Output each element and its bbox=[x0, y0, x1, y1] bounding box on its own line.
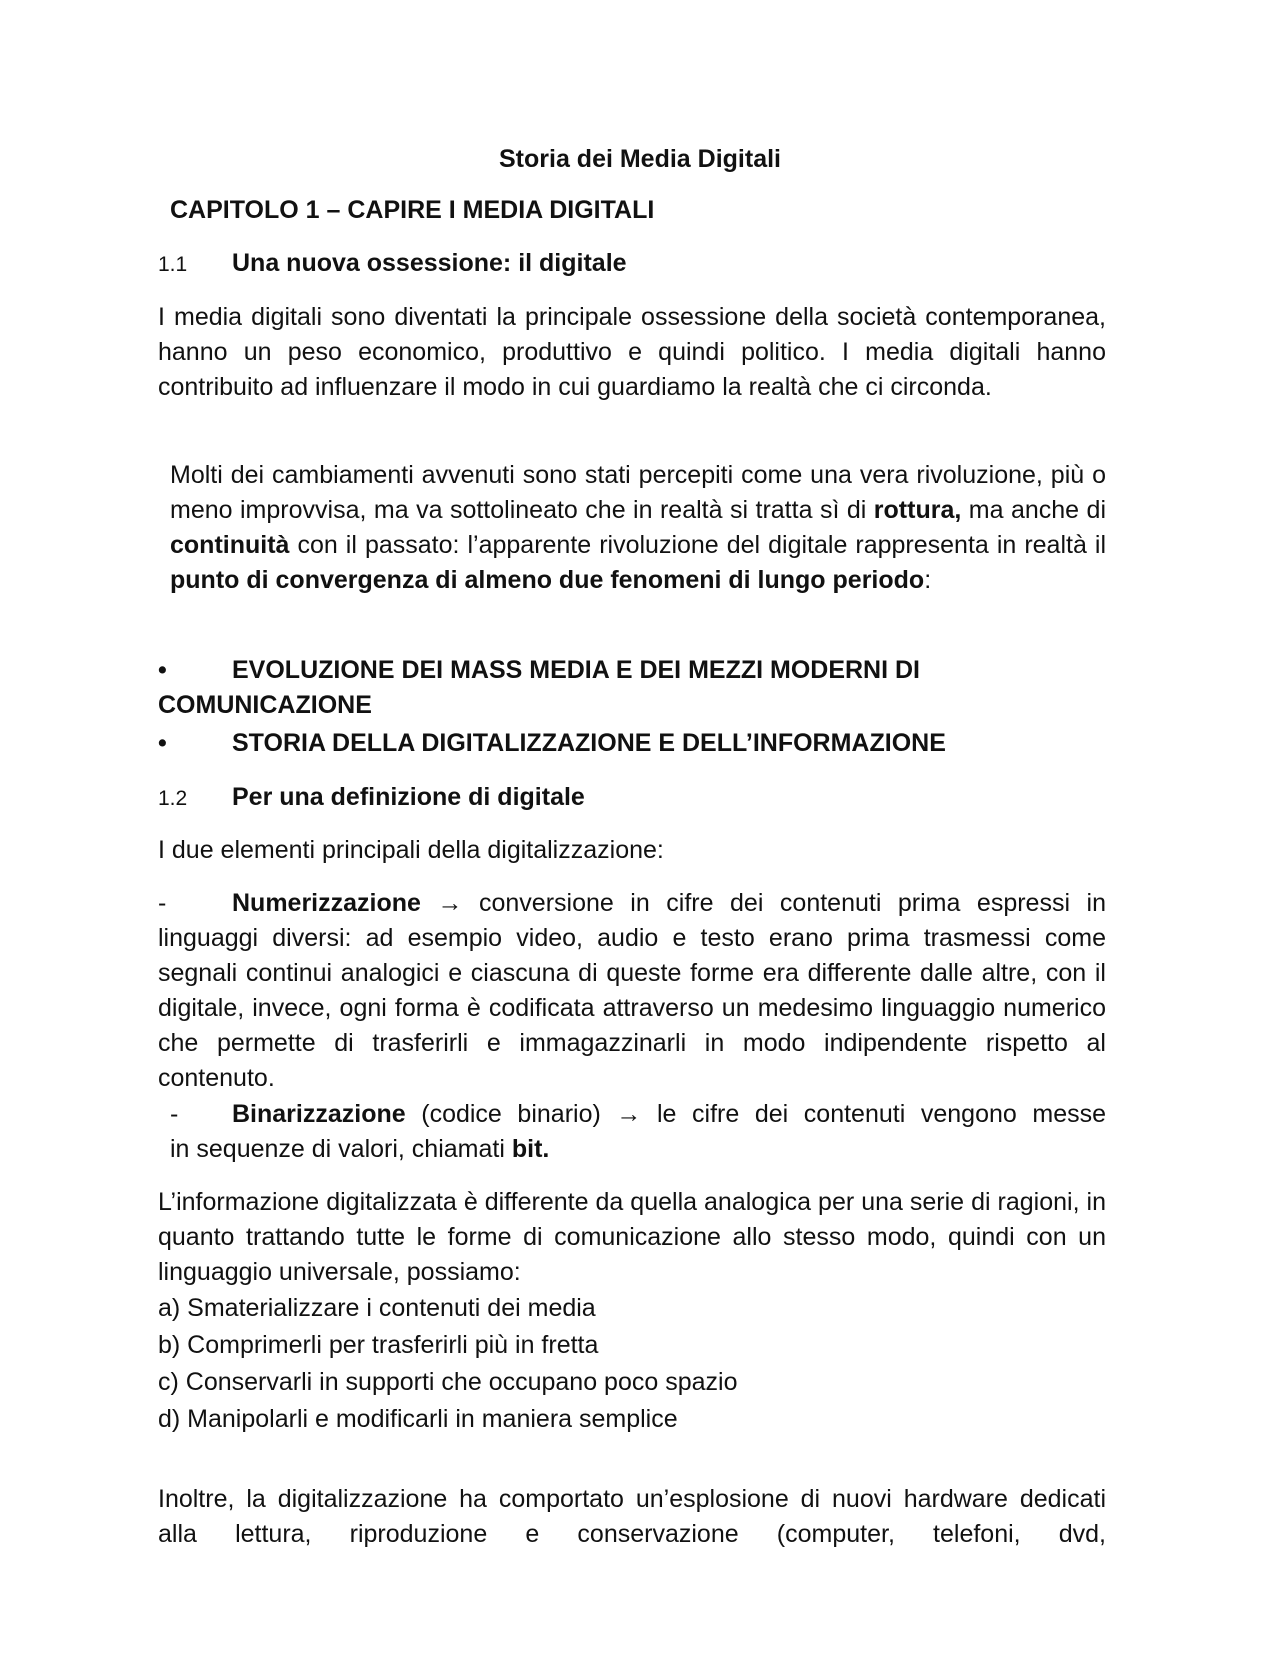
emphasis-continuita: continuità bbox=[170, 531, 290, 559]
definition-text: (codice binario) → le cifre dei contenuti vengono messe bbox=[405, 1100, 1106, 1128]
bullet-item bbox=[158, 653, 1106, 723]
section-1-1-heading bbox=[158, 246, 1106, 282]
paragraph-4: L’informazione digitalizzata è differente da quella analogica per una serie di ragioni, in quanto trattando tutte le forme di comunicazione allo stesso modo, quindi con un linguaggio universale, possiamo: bbox=[158, 1188, 1106, 1286]
bullet-item bbox=[158, 726, 1106, 761]
dash-marker: - bbox=[170, 1100, 179, 1128]
chapter-heading: CAPITOLO 1 – CAPIRE I MEDIA DIGITALI bbox=[170, 196, 655, 224]
paragraph-2-text: Molti dei cambiamenti avvenuti sono stati percepiti come una vera rivoluzione, più o meno improvvisa, ma va sottolineato che in realtà si tratta sì di bbox=[170, 461, 1106, 524]
section-title: Per una definizione di digitale bbox=[232, 783, 585, 811]
section-number: 1.2 bbox=[158, 787, 188, 810]
paragraph-2-text: ma anche di bbox=[961, 496, 1106, 524]
term-numerizzazione: Numerizzazione bbox=[232, 889, 421, 917]
paragraph-1: I media digitali sono diventati la principale ossessione della società contemporanea, hanno un peso economico, produttivo e quindi politico. I media digitali hanno contribuito ad influenzare il modo in cui guardiamo la realtà che ci circonda. bbox=[158, 303, 1106, 401]
advantages-list bbox=[158, 1290, 1106, 1438]
bullet-text: STORIA DELLA DIGITALIZZAZIONE E DELL’INFORMAZIONE bbox=[232, 729, 946, 757]
section-1-2-heading bbox=[158, 780, 1106, 816]
emphasis-rottura: rottura, bbox=[873, 496, 962, 524]
list-item: c) Conservarli in supporti che occupano poco spazio bbox=[158, 1368, 738, 1396]
bullet-marker: • bbox=[158, 656, 167, 684]
paragraph-2-text: : bbox=[924, 566, 932, 594]
paragraph-2-text: con il passato: l’apparente rivoluzione del digitale rappresenta in realtà il bbox=[289, 531, 1106, 559]
paragraph-2 bbox=[170, 458, 1106, 598]
definition-text: in sequenze di valori, chiamati bbox=[170, 1135, 512, 1163]
bullet-text: EVOLUZIONE DEI MASS MEDIA E DEI MEZZI MODERNI DI bbox=[232, 656, 921, 684]
paragraph-3: I due elementi principali della digitalizzazione: bbox=[158, 836, 664, 864]
term-binarizzazione: Binarizzazione bbox=[232, 1100, 406, 1128]
definition-line bbox=[170, 1132, 1106, 1167]
section-number: 1.1 bbox=[158, 253, 188, 276]
paragraph-5: Inoltre, la digitalizzazione ha comportato un’esplosione di nuovi hardware dedicati alla lettura, riproduzione e conservazione (computer, telefoni, dvd, bbox=[158, 1485, 1106, 1548]
list-item: d) Manipolarli e modificarli in maniera semplice bbox=[158, 1405, 678, 1433]
list-item: a) Smaterializzare i contenuti dei media bbox=[158, 1294, 596, 1322]
dash-marker: - bbox=[158, 889, 167, 917]
definition-item-numerizzazione bbox=[158, 886, 1106, 1096]
section-title: Una nuova ossessione: il digitale bbox=[232, 249, 627, 277]
term-bit: bit. bbox=[511, 1135, 550, 1163]
list-item: b) Comprimerli per trasferirli più in fretta bbox=[158, 1331, 599, 1359]
definition-text: → conversione in cifre dei contenuti prima espressi in linguaggi diversi: ad esempio video, audio e testo erano prima trasmessi come segnali continui analogici e ciascuna di queste forme era differente dalle altre, con il digitale, invece, ogni forma è codificata attraverso un medesimo linguaggio numerico che permette di trasferirli e immagazzinarli in modo indipendente rispetto al contenuto. bbox=[158, 889, 1106, 1092]
bullet-text-continued: COMUNICAZIONE bbox=[158, 691, 372, 719]
definition-line bbox=[170, 1097, 1106, 1132]
definition-item-binarizzazione bbox=[170, 1097, 1106, 1167]
emphasis-convergenza: punto di convergenza di almeno due fenomeni di lungo periodo bbox=[170, 566, 925, 594]
document-title: Storia dei Media Digitali bbox=[499, 145, 781, 173]
bullet-marker: • bbox=[158, 729, 167, 757]
